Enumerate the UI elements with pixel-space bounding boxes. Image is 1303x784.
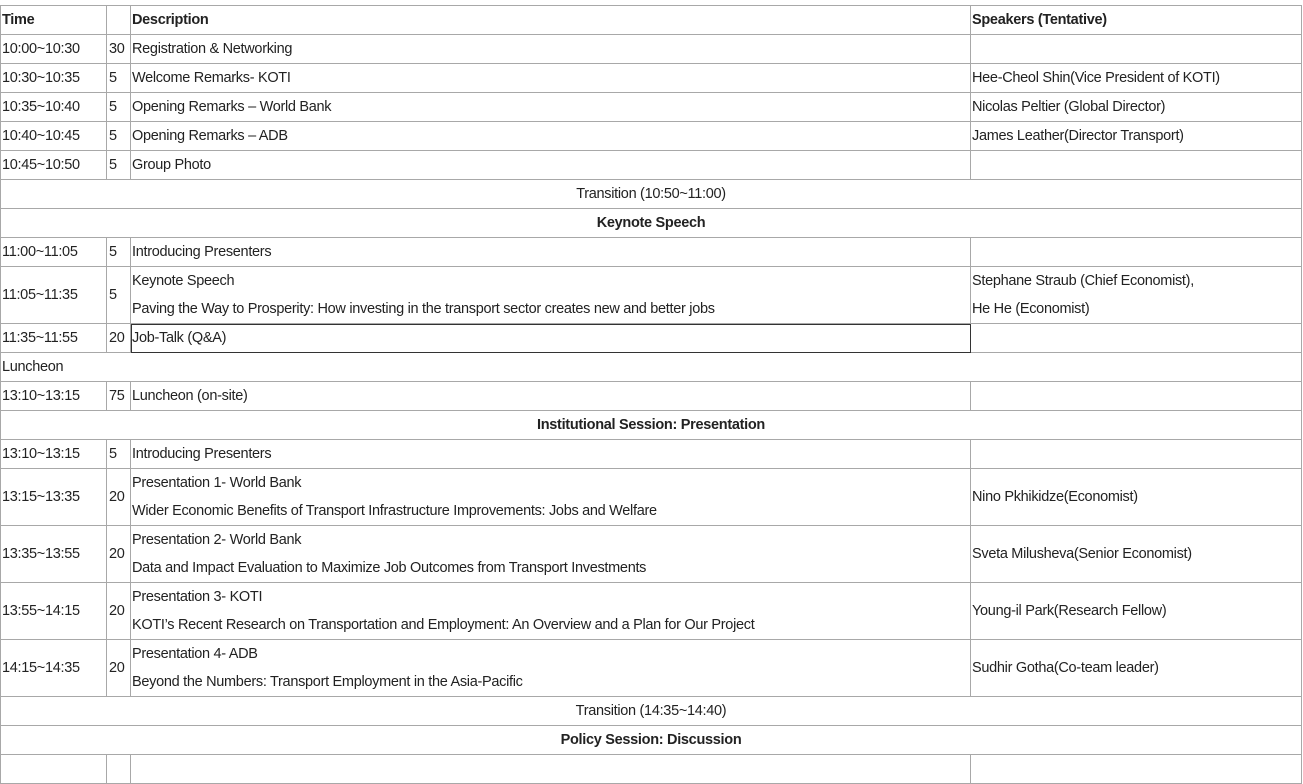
description-cell[interactable]: Opening Remarks – World Bank [131, 93, 971, 122]
speaker-cell[interactable] [971, 238, 1302, 267]
table-row [1, 640, 1302, 697]
table-row [1, 440, 1302, 469]
duration-cell[interactable]: 5 [107, 93, 131, 122]
table-row [1, 382, 1302, 411]
speaker-line: Stephane Straub (Chief Economist), [972, 273, 1194, 289]
time-cell[interactable]: 11:05~11:35 [1, 267, 107, 324]
description-cell[interactable]: Luncheon (on-site) [131, 382, 971, 411]
table-row [1, 122, 1302, 151]
speaker-cell[interactable]: Nicolas Peltier (Global Director) [971, 93, 1302, 122]
time-cell[interactable] [1, 755, 107, 784]
speaker-cell[interactable] [971, 755, 1302, 784]
description-cell[interactable]: Welcome Remarks- KOTI [131, 64, 971, 93]
luncheon-cell[interactable]: Luncheon [1, 353, 1302, 382]
speaker-cell[interactable] [971, 324, 1302, 353]
description-cell[interactable] [131, 469, 971, 526]
table-row [1, 583, 1302, 640]
session-heading-row [1, 726, 1302, 755]
description-subtitle: Data and Impact Evaluation to Maximize Job Outcomes from Transport Investments [132, 560, 647, 576]
transition-cell[interactable]: Transition (10:50~11:00) [1, 180, 1302, 209]
description-cell[interactable] [131, 640, 971, 697]
speaker-cell[interactable] [971, 35, 1302, 64]
duration-cell[interactable]: 5 [107, 238, 131, 267]
time-cell[interactable]: 10:35~10:40 [1, 93, 107, 122]
description-cell[interactable]: Group Photo [131, 151, 971, 180]
table-row [1, 64, 1302, 93]
description-cell[interactable]: Opening Remarks – ADB [131, 122, 971, 151]
table-row [1, 35, 1302, 64]
transition-row [1, 697, 1302, 726]
table-row [1, 151, 1302, 180]
description-subtitle: Paving the Way to Prosperity: How investing in the transport sector creates new and better jobs [132, 301, 715, 317]
description-cell[interactable] [131, 755, 971, 784]
time-cell[interactable]: 13:55~14:15 [1, 583, 107, 640]
transition-row [1, 180, 1302, 209]
duration-cell[interactable] [107, 755, 131, 784]
time-cell[interactable]: 10:30~10:35 [1, 64, 107, 93]
session-heading-row [1, 411, 1302, 440]
luncheon-row [1, 353, 1302, 382]
speaker-cell[interactable]: Sudhir Gotha(Co-team leader) [971, 640, 1302, 697]
description-cell[interactable]: Registration & Networking [131, 35, 971, 64]
description-cell[interactable]: Introducing Presenters [131, 238, 971, 267]
duration-cell[interactable]: 5 [107, 151, 131, 180]
speaker-cell[interactable]: Hee-Cheol Shin(Vice President of KOTI) [971, 64, 1302, 93]
speaker-cell[interactable] [971, 440, 1302, 469]
header-row [1, 6, 1302, 35]
duration-cell[interactable]: 5 [107, 267, 131, 324]
duration-cell[interactable]: 5 [107, 440, 131, 469]
description-title: Keynote Speech [132, 273, 235, 289]
description-cell[interactable] [131, 526, 971, 583]
time-cell[interactable]: 11:00~11:05 [1, 238, 107, 267]
description-subtitle: Wider Economic Benefits of Transport Infrastructure Improvements: Jobs and Welfare [132, 503, 657, 519]
time-cell[interactable]: 10:45~10:50 [1, 151, 107, 180]
duration-cell[interactable]: 20 [107, 640, 131, 697]
speaker-line: He He (Economist) [972, 301, 1090, 317]
session-heading-cell[interactable]: Institutional Session: Presentation [1, 411, 1302, 440]
duration-cell[interactable]: 20 [107, 469, 131, 526]
session-heading-row [1, 209, 1302, 238]
header-duration[interactable] [107, 6, 131, 35]
description-subtitle: Beyond the Numbers: Transport Employment in the Asia-Pacific [132, 674, 523, 690]
duration-cell[interactable]: 30 [107, 35, 131, 64]
description-cell[interactable]: Introducing Presenters [131, 440, 971, 469]
transition-cell[interactable]: Transition (14:35~14:40) [1, 697, 1302, 726]
speaker-cell[interactable]: James Leather(Director Transport) [971, 122, 1302, 151]
description-title: Presentation 3- KOTI [132, 589, 263, 605]
speaker-cell[interactable] [971, 151, 1302, 180]
time-cell[interactable]: 13:10~13:15 [1, 440, 107, 469]
time-cell[interactable]: 11:35~11:55 [1, 324, 107, 353]
description-title: Presentation 4- ADB [132, 646, 258, 662]
duration-cell[interactable]: 75 [107, 382, 131, 411]
table-row [1, 526, 1302, 583]
time-cell[interactable]: 10:40~10:45 [1, 122, 107, 151]
table-row [1, 93, 1302, 122]
duration-cell[interactable]: 20 [107, 324, 131, 353]
speaker-cell[interactable]: Nino Pkhikidze(Economist) [971, 469, 1302, 526]
time-cell[interactable]: 10:00~10:30 [1, 35, 107, 64]
description-title: Presentation 2- World Bank [132, 532, 302, 548]
table-row [1, 238, 1302, 267]
header-speakers[interactable]: Speakers (Tentative) [971, 6, 1302, 35]
time-cell[interactable]: 13:15~13:35 [1, 469, 107, 526]
duration-cell[interactable]: 20 [107, 583, 131, 640]
header-time[interactable]: Time [1, 6, 107, 35]
description-cell[interactable] [131, 267, 971, 324]
duration-cell[interactable]: 5 [107, 122, 131, 151]
description-cell[interactable] [131, 583, 971, 640]
speaker-cell[interactable]: Sveta Milusheva(Senior Economist) [971, 526, 1302, 583]
table-row [1, 755, 1302, 784]
agenda-table [0, 5, 1302, 784]
time-cell[interactable]: 13:35~13:55 [1, 526, 107, 583]
time-cell[interactable]: 14:15~14:35 [1, 640, 107, 697]
session-heading-cell[interactable]: Keynote Speech [1, 209, 1302, 238]
time-cell[interactable]: 13:10~13:15 [1, 382, 107, 411]
speaker-cell[interactable] [971, 267, 1302, 324]
duration-cell[interactable]: 20 [107, 526, 131, 583]
duration-cell[interactable]: 5 [107, 64, 131, 93]
table-row [1, 267, 1302, 324]
session-heading-cell[interactable]: Policy Session: Discussion [1, 726, 1302, 755]
selected-description-cell[interactable]: Job-Talk (Q&A) [131, 324, 971, 353]
speaker-cell[interactable]: Young-il Park(Research Fellow) [971, 583, 1302, 640]
description-subtitle: KOTI’s Recent Research on Transportation and Employment: An Overview and a Plan for Our Project [132, 617, 755, 633]
table-row [1, 469, 1302, 526]
header-description[interactable]: Description [131, 6, 971, 35]
table-row [1, 324, 1302, 353]
description-title: Presentation 1- World Bank [132, 475, 302, 491]
speaker-cell[interactable] [971, 382, 1302, 411]
